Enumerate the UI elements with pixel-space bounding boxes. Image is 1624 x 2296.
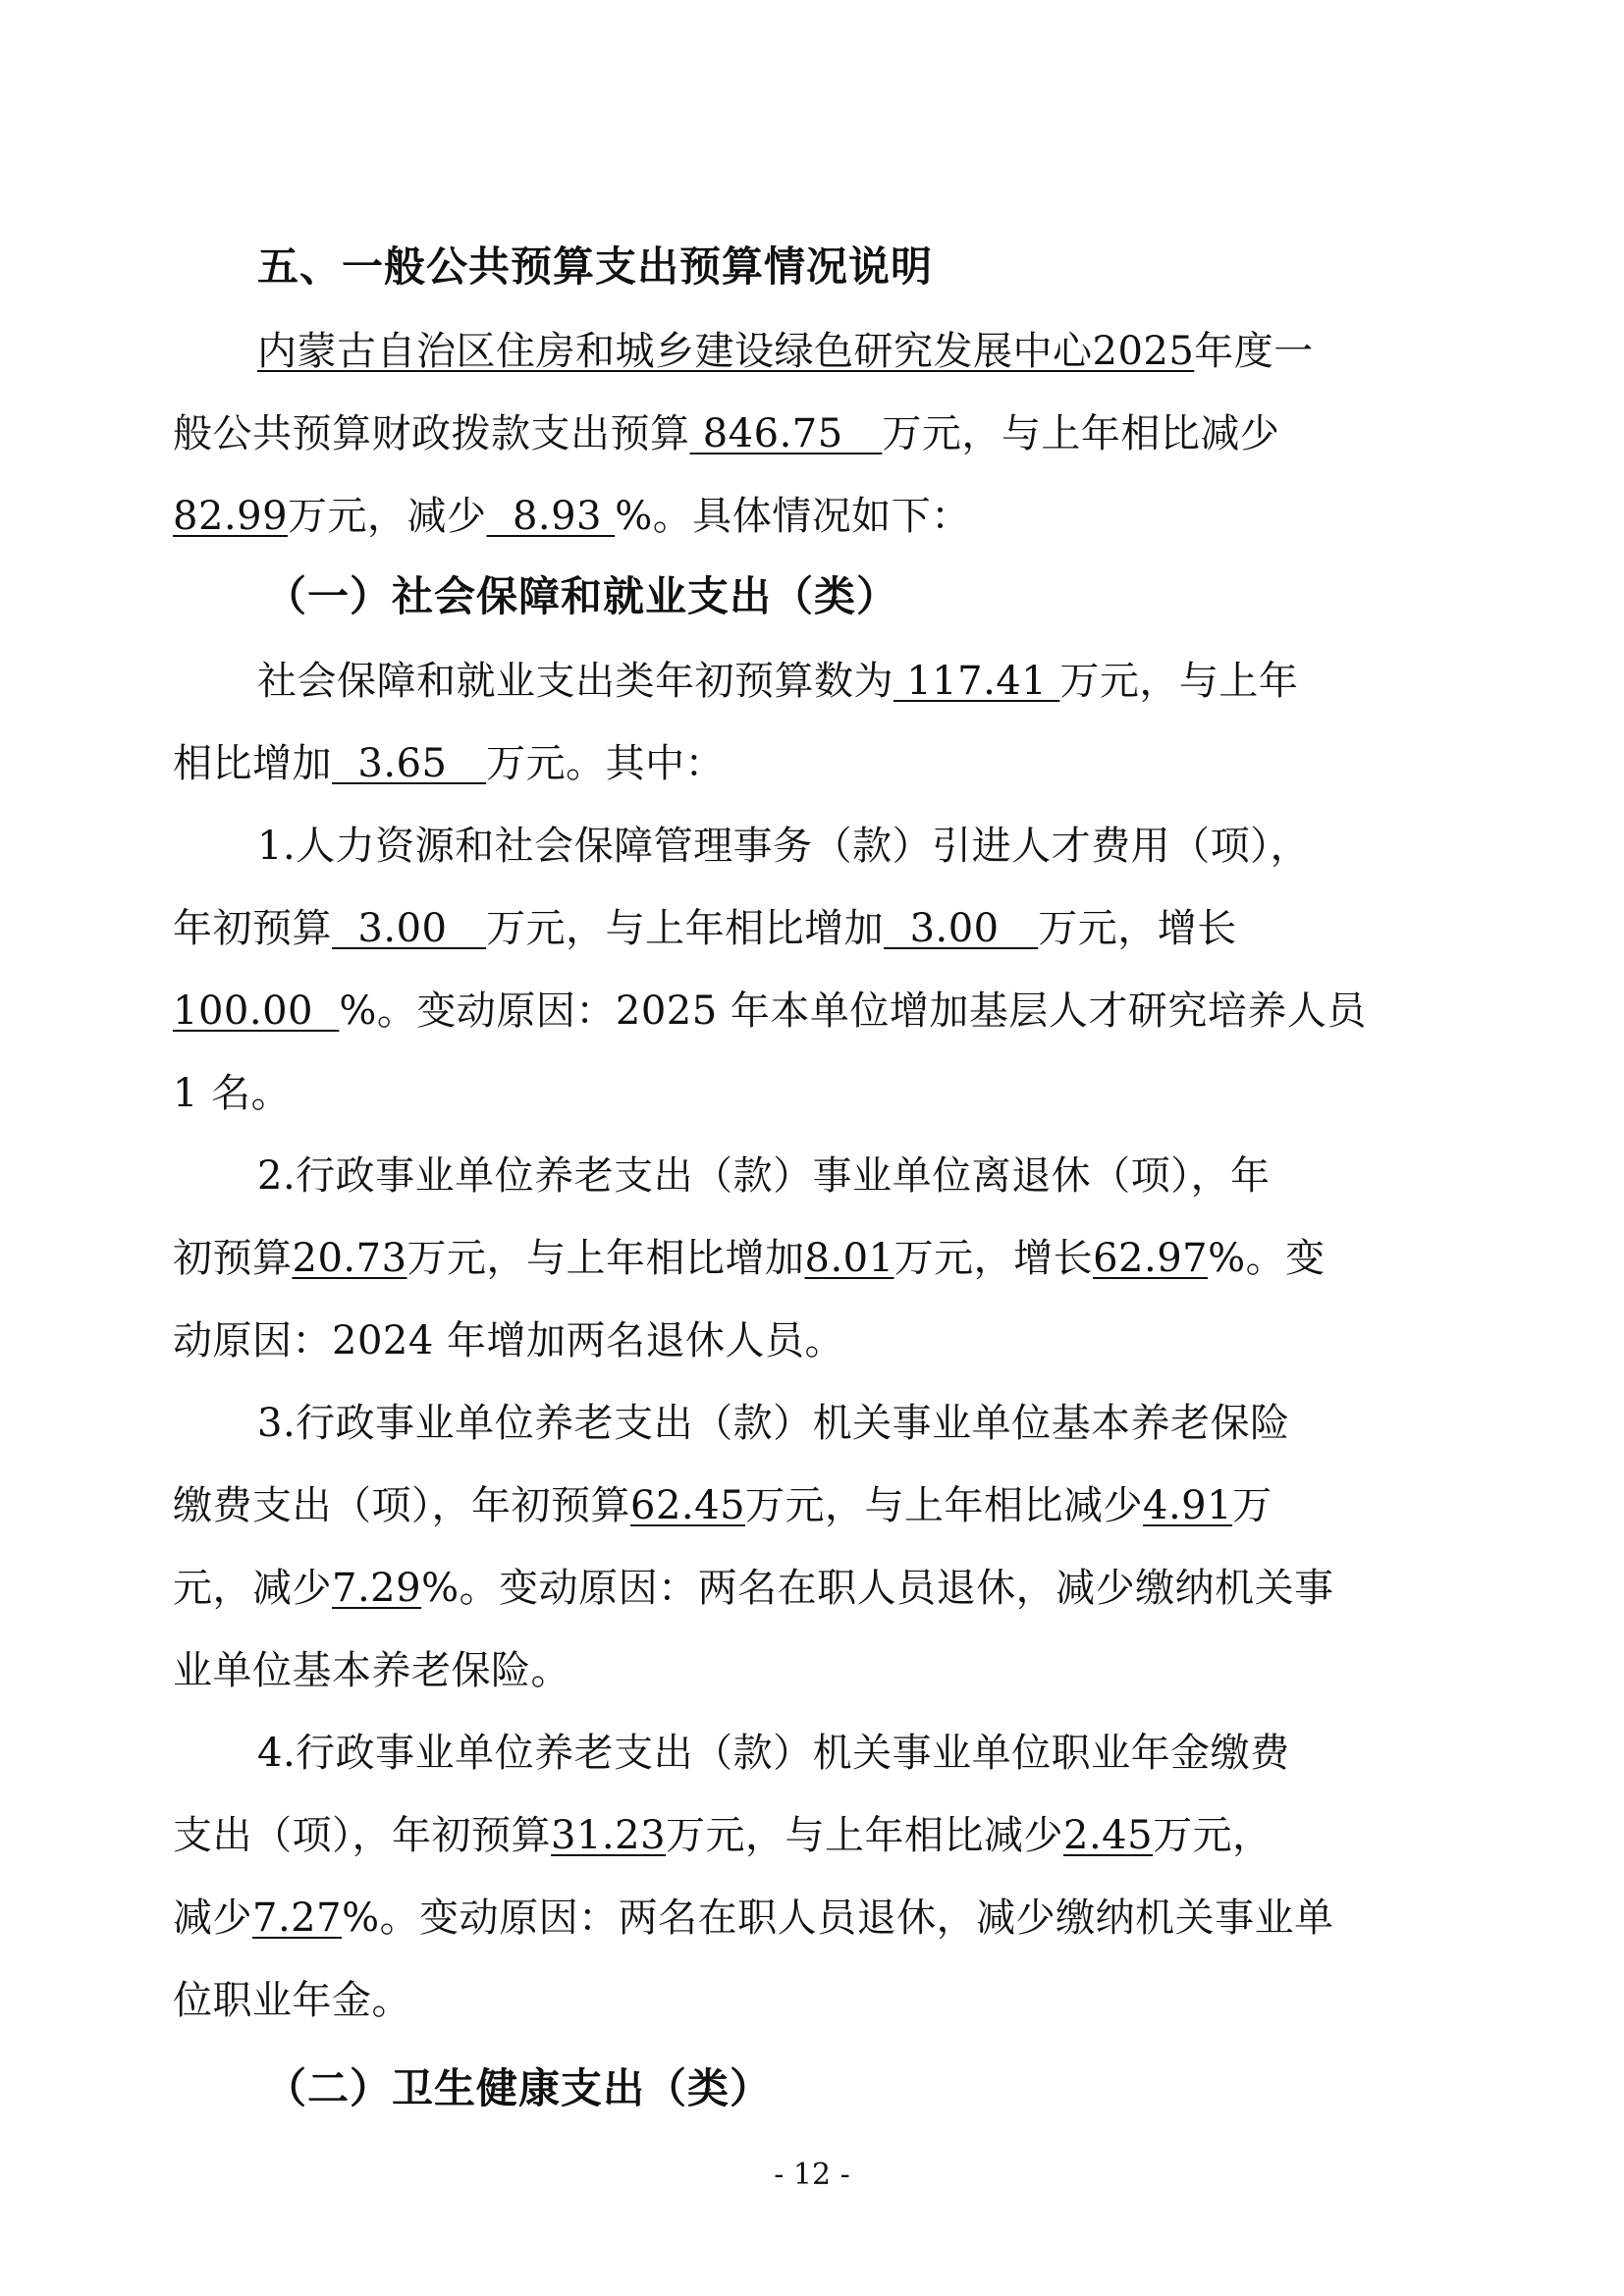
item4-text-3a: 减少 <box>173 1896 252 1941</box>
item1-text-2b: 万元，与上年相比增加 <box>486 906 885 951</box>
sub1-text-1b: 万元，与上年 <box>1059 659 1299 704</box>
sub1-text-2b: 万元。其中： <box>486 741 726 786</box>
org-name: 内蒙古自治区住房和城乡建设绿色研究发展中心2025 <box>257 329 1195 374</box>
intro-line-3 <box>173 493 1459 540</box>
item1-text-2c: 万元，增长 <box>1038 906 1237 951</box>
intro-text-3b: %。具体情况如下： <box>615 494 971 539</box>
item2-text-3: 动原因：2024 年增加两名退休人员。 <box>173 1318 845 1363</box>
item3-text-2a: 缴费支出（项），年初预算 <box>173 1483 630 1528</box>
item3-line-2 <box>173 1482 1459 1529</box>
item4-text-1: 4.行政事业单位养老支出（款）机关事业单位职业年金缴费 <box>257 1731 1290 1776</box>
intro-line-1 <box>257 328 1459 375</box>
item3-line-3 <box>173 1565 1459 1612</box>
decrease-percent-value: 8.93 <box>486 494 616 539</box>
section-title-text: 五、一般公共预算支出预算情况说明 <box>257 242 934 291</box>
item2-budget-value: 20.73 <box>292 1236 407 1281</box>
item1-text-3b: %。变动原因：2025 年本单位增加基层人才研究培养人员 <box>339 988 1367 1034</box>
subsection-2-title-text: （二）卫生健康支出（类） <box>265 2064 773 2112</box>
item1-line-1 <box>257 823 1459 870</box>
item2-line-3 <box>173 1317 1459 1364</box>
subsection-1-title <box>265 573 1551 620</box>
item4-text-2c: 万元， <box>1153 1813 1272 1858</box>
section-title <box>257 243 1543 291</box>
item2-line-2 <box>173 1235 1459 1282</box>
item1-line-4 <box>173 1070 1459 1117</box>
item3-budget-value: 62.45 <box>630 1483 746 1528</box>
item1-increase-value: 3.00 <box>884 906 1039 951</box>
item1-growth-value: 100.00 <box>173 988 340 1034</box>
item1-line-2 <box>173 905 1459 952</box>
subsection-2-title <box>265 2065 1551 2112</box>
item1-line-3 <box>173 988 1459 1035</box>
item3-line-4 <box>173 1647 1459 1694</box>
intro-line-2 <box>173 410 1459 457</box>
sub1-line-2 <box>173 740 1459 787</box>
decrease-amount-value: 82.99 <box>173 494 289 539</box>
item2-text-2d: %。变 <box>1208 1236 1326 1281</box>
item3-line-1 <box>257 1400 1459 1447</box>
item2-text-2a: 初预算 <box>173 1236 293 1281</box>
item4-text-3b: %。变动原因：两名在职人员退休，减少缴纳机关事业单 <box>342 1896 1334 1941</box>
intro-text-3a: 万元，减少 <box>288 494 487 539</box>
item4-line-3 <box>173 1895 1459 1942</box>
item4-decrease-percent: 7.27 <box>252 1896 343 1941</box>
item1-budget-value: 3.00 <box>332 906 487 951</box>
item1-text-2a: 年初预算 <box>173 906 332 951</box>
item2-text-1: 2.行政事业单位养老支出（款）事业单位离退休（项），年 <box>257 1153 1271 1199</box>
sub1-text-2a: 相比增加 <box>173 741 332 786</box>
item2-text-2c: 万元，增长 <box>893 1236 1094 1281</box>
item4-text-2b: 万元，与上年相比减少 <box>666 1813 1064 1858</box>
intro-text-1b: 年度一 <box>1194 329 1314 374</box>
total-budget-value: 846.75 <box>689 411 883 456</box>
item2-text-2b: 万元，与上年相比增加 <box>406 1236 805 1281</box>
item2-growth-value: 62.97 <box>1093 1236 1209 1281</box>
sub1-line-1 <box>257 658 1459 705</box>
item4-line-4 <box>173 1977 1459 2024</box>
sub1-text-1a: 社会保障和就业支出类年初预算数为 <box>257 659 893 704</box>
social-budget-value: 117.41 <box>893 659 1060 704</box>
item4-decrease-value: 2.45 <box>1063 1813 1154 1858</box>
item3-text-3a: 元，减少 <box>173 1566 332 1611</box>
item4-budget-value: 31.23 <box>551 1813 667 1858</box>
item4-line-2 <box>173 1812 1459 1859</box>
item3-text-4: 业单位基本养老保险。 <box>173 1648 570 1693</box>
item1-text-1: 1.人力资源和社会保障管理事务（款）引进人才费用（项）， <box>257 824 1311 869</box>
intro-text-2b: 万元，与上年相比减少 <box>882 411 1280 456</box>
item3-decrease-value: 4.91 <box>1143 1483 1233 1528</box>
item2-increase-value: 8.01 <box>804 1236 894 1281</box>
subsection-1-title-text: （一）社会保障和就业支出（类） <box>265 572 899 620</box>
item3-text-2b: 万元，与上年相比减少 <box>745 1483 1144 1528</box>
intro-text-2a: 般公共预算财政拨款支出预算 <box>173 411 690 456</box>
item4-text-4: 位职业年金。 <box>173 1978 411 2023</box>
item4-line-1 <box>257 1730 1459 1777</box>
item3-text-2c: 万 <box>1232 1483 1272 1528</box>
item1-text-4: 1 名。 <box>173 1071 292 1116</box>
item3-text-3b: %。变动原因：两名在职人员退休，减少缴纳机关事 <box>421 1566 1334 1611</box>
page-number: - 12 - <box>774 2158 850 2192</box>
social-increase-value: 3.65 <box>332 741 487 786</box>
item2-line-1 <box>257 1152 1459 1200</box>
item3-text-1: 3.行政事业单位养老支出（款）机关事业单位基本养老保险 <box>257 1401 1290 1446</box>
item3-decrease-percent: 7.29 <box>332 1566 422 1611</box>
item4-text-2a: 支出（项），年初预算 <box>173 1813 551 1858</box>
